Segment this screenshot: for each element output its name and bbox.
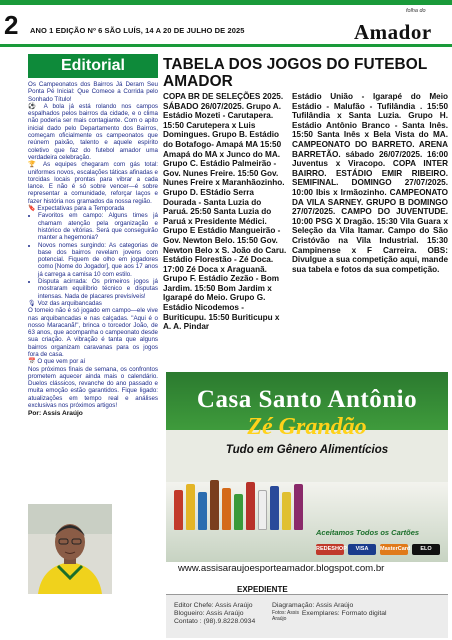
editorial-paragraph: 📅 O que vem por aí bbox=[28, 358, 86, 366]
product-bottle-icon bbox=[198, 492, 207, 530]
photos-copies-line bbox=[272, 610, 387, 622]
copies-line: Exemplares: Formato digital bbox=[301, 610, 387, 618]
newspaper-logo bbox=[352, 8, 448, 48]
product-bottle-icon bbox=[270, 486, 279, 530]
ad-store-name: Casa Santo Antônio bbox=[196, 386, 418, 413]
logo-title: Amador bbox=[354, 20, 432, 44]
elo-card-icon: ELO bbox=[412, 544, 440, 555]
table-title: TABELA DOS JOGOS DO FUTEBOL AMADOR bbox=[163, 56, 428, 90]
product-bottle-icon bbox=[210, 480, 219, 530]
header-rule bbox=[0, 44, 452, 47]
expediente-heading: EXPEDIENTE bbox=[237, 585, 288, 594]
editorial-paragraph: 🎙 Voz das arquibancadas bbox=[28, 299, 102, 307]
editor-line: Editor Chefe: Assis Araújo bbox=[174, 602, 253, 609]
product-bottle-icon bbox=[234, 494, 243, 530]
expediente-left bbox=[174, 602, 255, 627]
editorial-column bbox=[28, 54, 158, 518]
product-bottle-icon bbox=[246, 482, 255, 530]
edition-line: ANO 1 EDIÇÃO Nº 6 SÃO LUÍS, 14 A 20 DE JULHO DE 2025 bbox=[30, 26, 245, 35]
product-bottle-icon bbox=[258, 490, 267, 530]
games-left-column: COPA BR DE SELEÇÕES 2025. SÁBADO 26/07/2025. Grupo A. Estádio Mozeti - Carutapera. 15:50 Carutepera x Luis Domingues. Grupo B. Estádio do Botafogo- Amapá MA 15:50 Amapá do MA x Junco do MA. Grupo C. Estádio Palmeirão - Gov. Nunes Freire. 15:50 Gov. Nunes Freire x Maranhãozinho. Grupo D. EStádio Serra Dourada - Santa Luzia do Paruá. 25:50 Santa Luzia do Paruá x Presidente Médici. Grupo E Estádio Mangueirão - Gov. Newton Belo. 15:50 Gov. Newton Belo x S. João do Caru. Estádio Florestão - Zé Doca. 17:00 Zé Doca x Araguanã. Grupo F. Estádio Zezão - Bom Jardim. 15:50 Bom Jardim x Igarapé do Meio. Grupo G. Estádio Nicodemos - Buriticupu. 15:50 Buriticupu x A. A. Pindar bbox=[163, 92, 287, 332]
list-item: • Novos nomes surgindo: As categorias de base dos bairros revelam jovens com potencial. Fiquem de olho em jogadores como [Nome do Jogador], que aos 17 anos já carrega a camisa 10 com estilo. bbox=[38, 242, 158, 278]
editorial-paragraph: Nos próximos finais de semana, os confrontos prometem aquecer ainda mais o calendário. Duelos clássicos, revanche do ano passado e muita emoção estão garantidos. Fique ligado: atualizações em tempo real e análises exclusivas nos próximos artigos! bbox=[28, 365, 158, 410]
ad-owner-name: Zé Grandão bbox=[247, 414, 367, 440]
advertisement-banner bbox=[166, 372, 448, 562]
games-right-column: Estádio União - Igarapé do Meio Estádio - Malufão - Tufilândia . 15:50 Tufilândia x Santa Luzia. Grupo H. Estádio Antônio Branco - Santa Inês. 15:50 Santa Inês x Bela Vista do MA. CAMPEONATO DO BARRETO. ARENA BARRETÃO. sábado 26/07/2025. 16:00 Juventus x Viracopo. COPA INTER BAIRRO. ESTÁDIO EMIR RIBEIRO. SEMIFINAL. DOMINGO 27/07/2025. 10:00 Ibis x Irmãozinho. CAMPEONATO DA VILA SARNEY. GRUPO B DOMINGO 27/07/2025. CAMPO DO JUVENTUDE. 10:00 PSG X Dragão. 15:30 Vila Guara x Seleção da Vila Itamar. Campo do São Cristóvão na Vila Industrial. 15:30 Campinense x F Carreira. OBS: Divulgue a sua competição aqui, mande sua tabela e fotos da sua competição. bbox=[292, 92, 448, 274]
list-item: • Favoritos em campo: Alguns times já chamam atenção pela organização e histórico de vitórias. Será que conseguirão manter a hegemonia? bbox=[38, 212, 158, 241]
editorial-paragraph: 🏆 As equipes chegaram com gás total: uniformes novos, escalações táticas afinadas e torcidas locais prontas para vibrar a cada lance. E não é só sobre vencer—é sobre representar a comunidade, reforçar laços e fazer história nos gramados da nossa região. bbox=[28, 161, 158, 205]
photos-line: Fotos: Assis Araújo bbox=[272, 610, 299, 623]
blogger-line: Blogueiro: Assis Araújo bbox=[174, 610, 244, 618]
redeshop-card-icon: REDESHOP bbox=[316, 544, 344, 555]
website-link[interactable]: www.assisaraujoesporteamador.blogspot.com.br bbox=[178, 563, 385, 574]
ad-cards-text: Aceitamos Todos os Cartões bbox=[316, 528, 420, 537]
list-item: • Disputa acirrada: Os primeiros jogos já mostraram equilíbrio técnico e disputas intensas. Nada de placares previsíveis! bbox=[38, 278, 158, 300]
product-bottle-icon bbox=[174, 490, 183, 530]
mastercard-card-icon: MasterCard bbox=[380, 544, 408, 555]
logo-subtitle: folha do bbox=[406, 8, 426, 14]
contact-line: Contato : (98).9.8228.0934 bbox=[174, 618, 256, 626]
layout-line: Diagramação: Assis Araújo bbox=[272, 602, 354, 609]
page-number: 2 bbox=[4, 10, 19, 40]
product-bottle-icon bbox=[294, 484, 303, 530]
editorial-paragraph: O torneio não é só jogado em campo—ele vive nas arquibancadas e nas calçadas. "Aqui é o nosso Maracanã!", brinca o torcedor João, de 63 anos, que acompanha o campeonato desde sua criação. A vibração é tanta que alguns bairros organizam caravanas para os jogos fora de casa. bbox=[28, 307, 158, 358]
product-bottle-icon bbox=[282, 492, 291, 530]
editorial-author: Por: Assis Araújo bbox=[28, 410, 83, 418]
author-photo bbox=[28, 504, 112, 594]
ad-tagline: Tudo em Gênero Alimentícios bbox=[225, 444, 389, 456]
editorial-heading: Editorial bbox=[28, 54, 158, 78]
editorial-paragraph: Os Campeonatos dos Bairros Já Deram Seu Ponta Pé Inicial: Que Comece a Corrida pelo Sonhado Título! bbox=[28, 81, 158, 103]
editorial-paragraph: ⚽ A bola já está rolando nos campos espalhados pelos bairros da cidade, e o clima não poderia ser mais contagiante. Com o apito inicial dado pelo Departamento dos Bairros, começam oficialmente os campeonatos que reúnem paixão, talento e aquele espírito coletivo que faz do futebol amador uma verdadeira celebração. bbox=[28, 102, 158, 161]
product-bottle-icon bbox=[186, 484, 195, 530]
expediente-right bbox=[272, 602, 387, 622]
editorial-paragraph: 🔖 Expectativas para a Temporada bbox=[28, 205, 125, 213]
expectations-list bbox=[38, 212, 158, 300]
visa-card-icon: VISA bbox=[348, 544, 376, 555]
product-bottle-icon bbox=[222, 488, 231, 530]
editorial-body bbox=[28, 81, 158, 418]
top-accent-bar bbox=[0, 0, 452, 5]
